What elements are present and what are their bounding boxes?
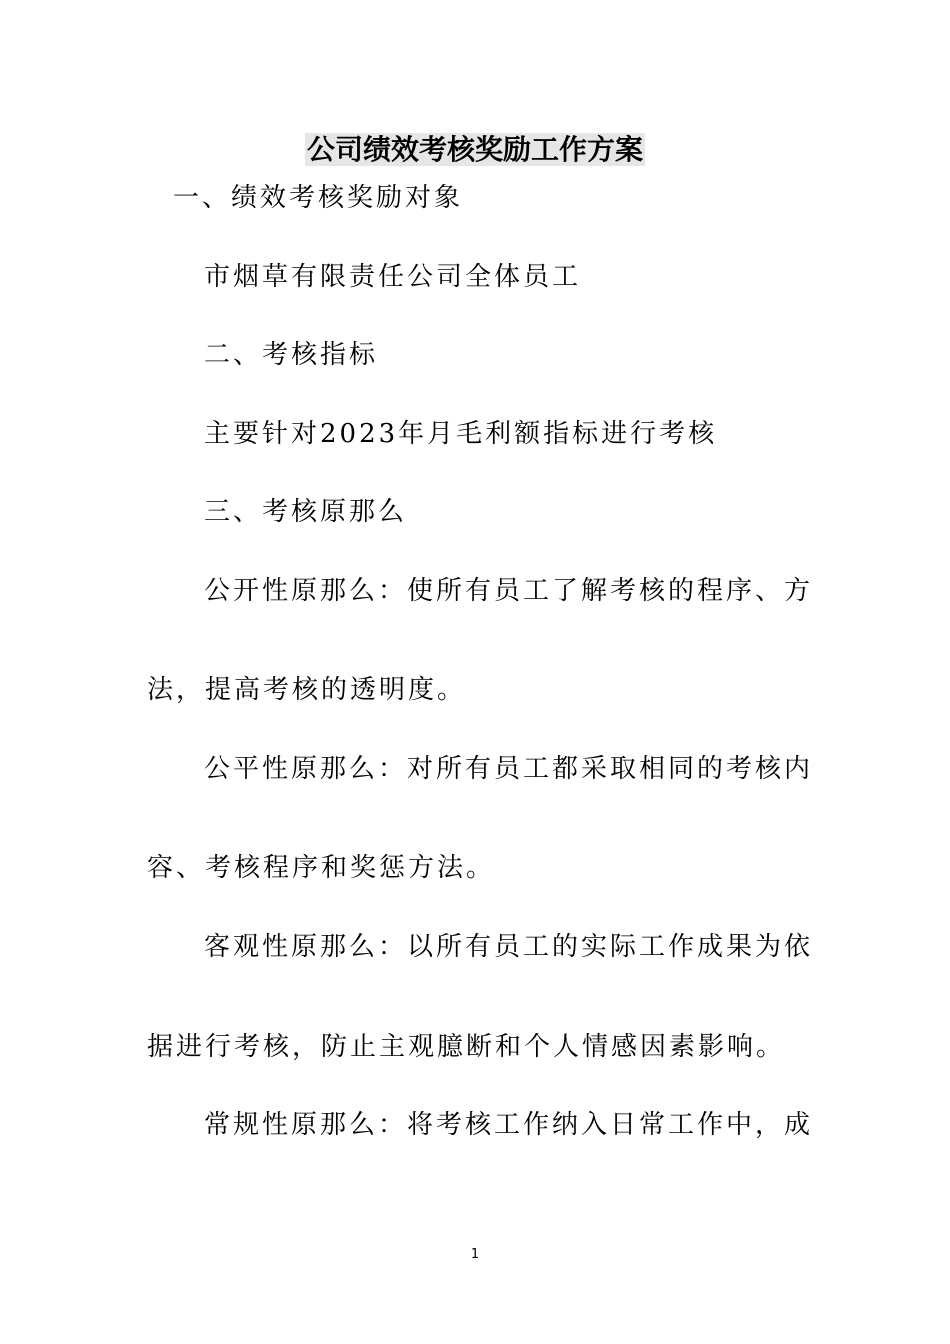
paragraph-line: 据进行考核，防止主观臆断和个人情感因素影响。 (147, 1032, 786, 1062)
paragraph-line: 常规性原那么：将考核工作纳入日常工作中，成 (204, 1110, 814, 1140)
document-title (0, 130, 950, 170)
paragraph-line: 市烟草有限责任公司全体员工 (204, 262, 582, 292)
paragraph-line: 主要针对2023年月毛利额指标进行考核 (204, 419, 718, 449)
paragraph-line: 公开性原那么：使所有员工了解考核的程序、方 (204, 576, 814, 606)
section-heading-1: 一、绩效考核奖励对象 (173, 183, 464, 213)
section-heading-2: 二、考核指标 (204, 340, 379, 370)
document-title-text: 公司绩效考核奖励工作方案 (306, 133, 643, 166)
paragraph-line: 容、考核程序和奖惩方法。 (147, 853, 496, 883)
section-heading-3: 三、考核原那么 (204, 497, 408, 527)
page-number: 1 (470, 1247, 480, 1262)
paragraph-line: 客观性原那么：以所有员工的实际工作成果为依 (204, 932, 814, 962)
paragraph-line: 法，提高考核的透明度。 (147, 675, 467, 705)
paragraph-line: 公平性原那么：对所有员工都采取相同的考核内 (204, 754, 814, 784)
